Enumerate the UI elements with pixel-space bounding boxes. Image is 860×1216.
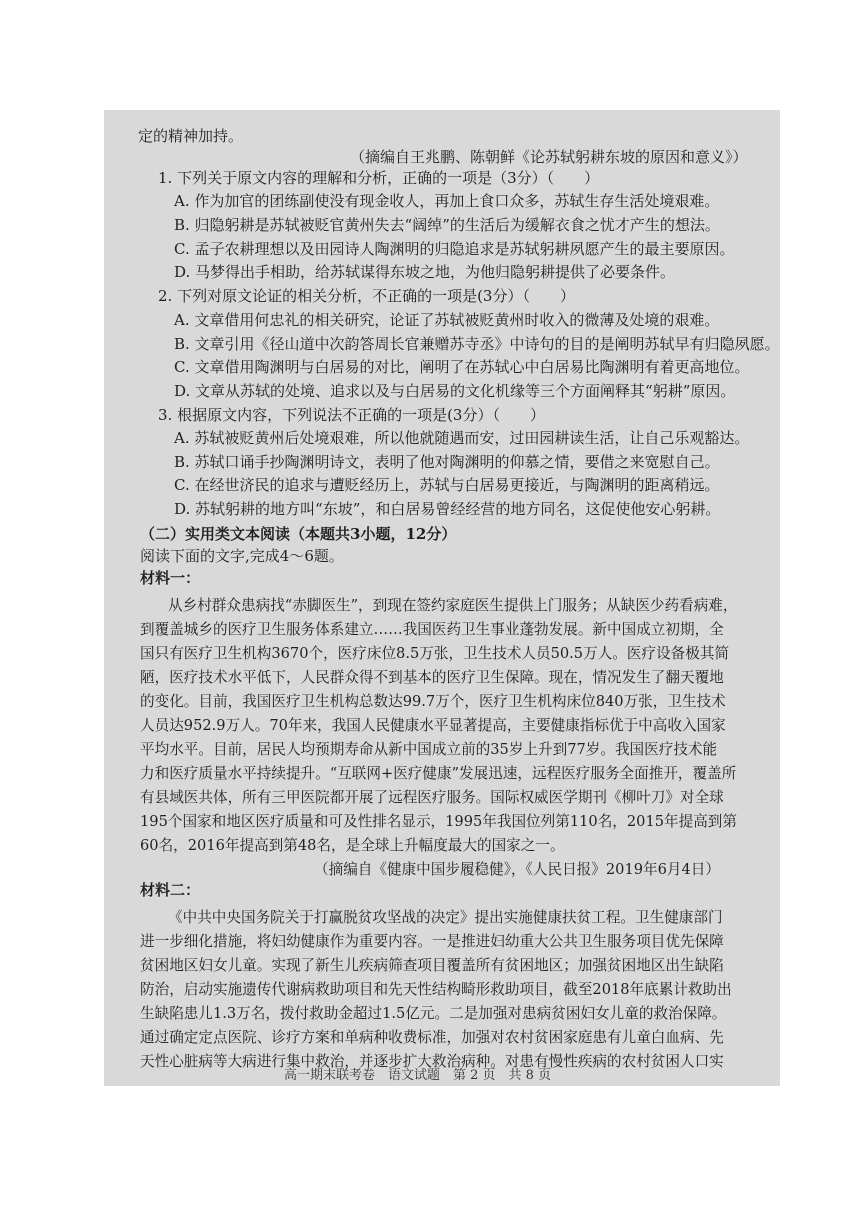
text-line: （二）实用类文本阅读（本题共3小题，12分） xyxy=(140,525,457,543)
text-line: 到覆盖城乡的医疗卫生服务体系建立……我国医药卫生事业蓬勃发展。新中国成立初期，全 xyxy=(140,621,724,638)
text-line: 3. 根据原文内容，下列说法不正确的一项是(3分）（ ） xyxy=(158,406,545,424)
text-line: 通过确定定点医院、诊疗方案和单病种收费标准，加强对农村贫困家庭患有儿童白血病、先 xyxy=(140,1029,724,1046)
text-line: 材料一： xyxy=(140,569,201,587)
text-line: C. 文章借用陶渊明与白居易的对比，阐明了在苏轼心中白居易比陶渊明有着更高地位。 xyxy=(174,358,750,376)
text-line: D. 文章从苏轼的处境、追求以及与白居易的文化机缘等三个方面阐释其“躬耕”原因。 xyxy=(174,382,736,400)
text-line: B. 苏轼口诵手抄陶渊明诗文，表明了他对陶渊明的仰慕之情，要借之来宽慰自己。 xyxy=(174,453,720,471)
exam-page xyxy=(104,110,780,1086)
text-line: A. 文章借用何忠礼的相关研究，论证了苏轼被贬黄州时收入的微薄及处境的艰难。 xyxy=(174,311,720,329)
text-line: 195个国家和地区医疗质量和可及性排名显示，1995年我国位列第110名，2015年提高到第 xyxy=(140,813,737,830)
text-line: D. 苏轼躬耕的地方叫“东坡”，和白居易曾经经营的地方同名，这促使他安心躬耕。 xyxy=(174,500,721,518)
text-line: 《中共中央国务院关于打赢脱贫攻坚战的决定》提出实施健康扶贫工程。卫生健康部门 xyxy=(168,909,723,926)
text-line: B. 归隐躬耕是苏轼被贬官黄州失去“阔绰”的生活后为缓解衣食之忧才产生的想法。 xyxy=(174,216,720,234)
text-line: 生缺陷患儿1.3万名，拨付救助金超过1.5亿元。二是加强对患病贫困妇女儿童的救治保障。 xyxy=(140,1005,727,1022)
text-line: 有县域医共体，所有三甲医院都开展了远程医疗服务。国际权威医学期刊《柳叶刀》对全球 xyxy=(140,789,724,806)
text-line: （摘编自《健康中国步履稳健》，《人民日报》2019年6月4日） xyxy=(314,861,720,878)
text-line: 定的精神加持。 xyxy=(138,127,244,145)
text-line: 的变化。目前，我国医疗卫生机构总数达99.7万个，医疗卫生机构床位840万张，卫生技术 xyxy=(140,693,726,710)
text-line: 从乡村群众患病找“赤脚医生”，到现在签约家庭医生提供上门服务；从缺医少药看病难， xyxy=(168,597,738,614)
text-line: 材料二： xyxy=(140,881,201,899)
text-line: 平均水平。目前，居民人均预期寿命从新中国成立前的35岁上升到77岁。我国医疗技术能 xyxy=(140,741,718,758)
text-line: 力和医疗质量水平持续提升。“互联网+医疗健康”发展迅速，远程医疗服务全面推开，覆盖所 xyxy=(140,765,737,782)
text-line: 阅读下面的文字,完成4～6题。 xyxy=(140,547,344,565)
text-line: 60名，2016年提高到第48名，是全球上升幅度最大的国家之一。 xyxy=(140,837,565,854)
text-line: B. 文章引用《径山道中次韵答周长官兼赠苏寺丞》中诗句的目的是阐明苏轼早有归隐夙愿。 xyxy=(174,335,780,353)
text-line: 天性心脏病等大病进行集中救治，并逐步扩大救治病种。对患有慢性疾病的农村贫困人口实 xyxy=(140,1053,724,1070)
text-line: C. 孟子农耕理想以及田园诗人陶渊明的归隐追求是苏轼躬耕夙愿产生的最主要原因。 xyxy=(174,240,735,258)
text-line: 陋，医疗技术水平低下，人民群众得不到基本的医疗卫生保障。现在，情况发生了翻天覆地 xyxy=(140,669,724,686)
text-line: D. 马梦得出手相助，给苏轼谋得东坡之地，为他归隐躬耕提供了必要条件。 xyxy=(174,263,676,281)
page-footer: 高一期末联考卷 语文试题 第 2 页 共 8 页 xyxy=(284,1068,552,1083)
text-line: 进一步细化措施，将妇幼健康作为重要内容。一是推进妇幼重大公共卫生服务项目优先保障 xyxy=(140,933,724,950)
text-line: A. 作为加官的团练副使没有现金收人，再加上食口众多，苏轼生存生活处境艰难。 xyxy=(174,192,720,210)
text-line: 2. 下列对原文论证的相关分析，不正确的一项是(3分）（ ） xyxy=(158,287,575,305)
text-line: 人员达952.9万人。70年来，我国人民健康水平显著提高，主要健康指标优于中高收入国家 xyxy=(140,717,726,734)
text-line: （摘编自王兆鹏、陈朝鲜《论苏轼躬耕东坡的原因和意义》） xyxy=(350,148,748,166)
text-line: 1. 下列关于原文内容的理解和分析，正确的一项是（3分）（ ） xyxy=(158,169,600,187)
text-line: A. 苏轼被贬黄州后处境艰难，所以他就随遇而安，过田园耕读生活，让自己乐观豁达。 xyxy=(174,429,750,447)
text-line: 防治，启动实施遗传代谢病救助项目和先天性结构畸形救助项目，截至2018年底累计救助出 xyxy=(140,981,732,998)
text-line: 贫困地区妇女儿童。实现了新生儿疾病筛查项目覆盖所有贫困地区；加强贫困地区出生缺陷 xyxy=(140,957,724,974)
text-line: 国只有医疗卫生机构3670个，医疗床位8.5万张，卫生技术人员50.5万人。医疗设备极其简 xyxy=(140,645,730,662)
text-line: C. 在经世济民的追求与遭贬经历上，苏轼与白居易更接近，与陶渊明的距离稍远。 xyxy=(174,476,720,494)
